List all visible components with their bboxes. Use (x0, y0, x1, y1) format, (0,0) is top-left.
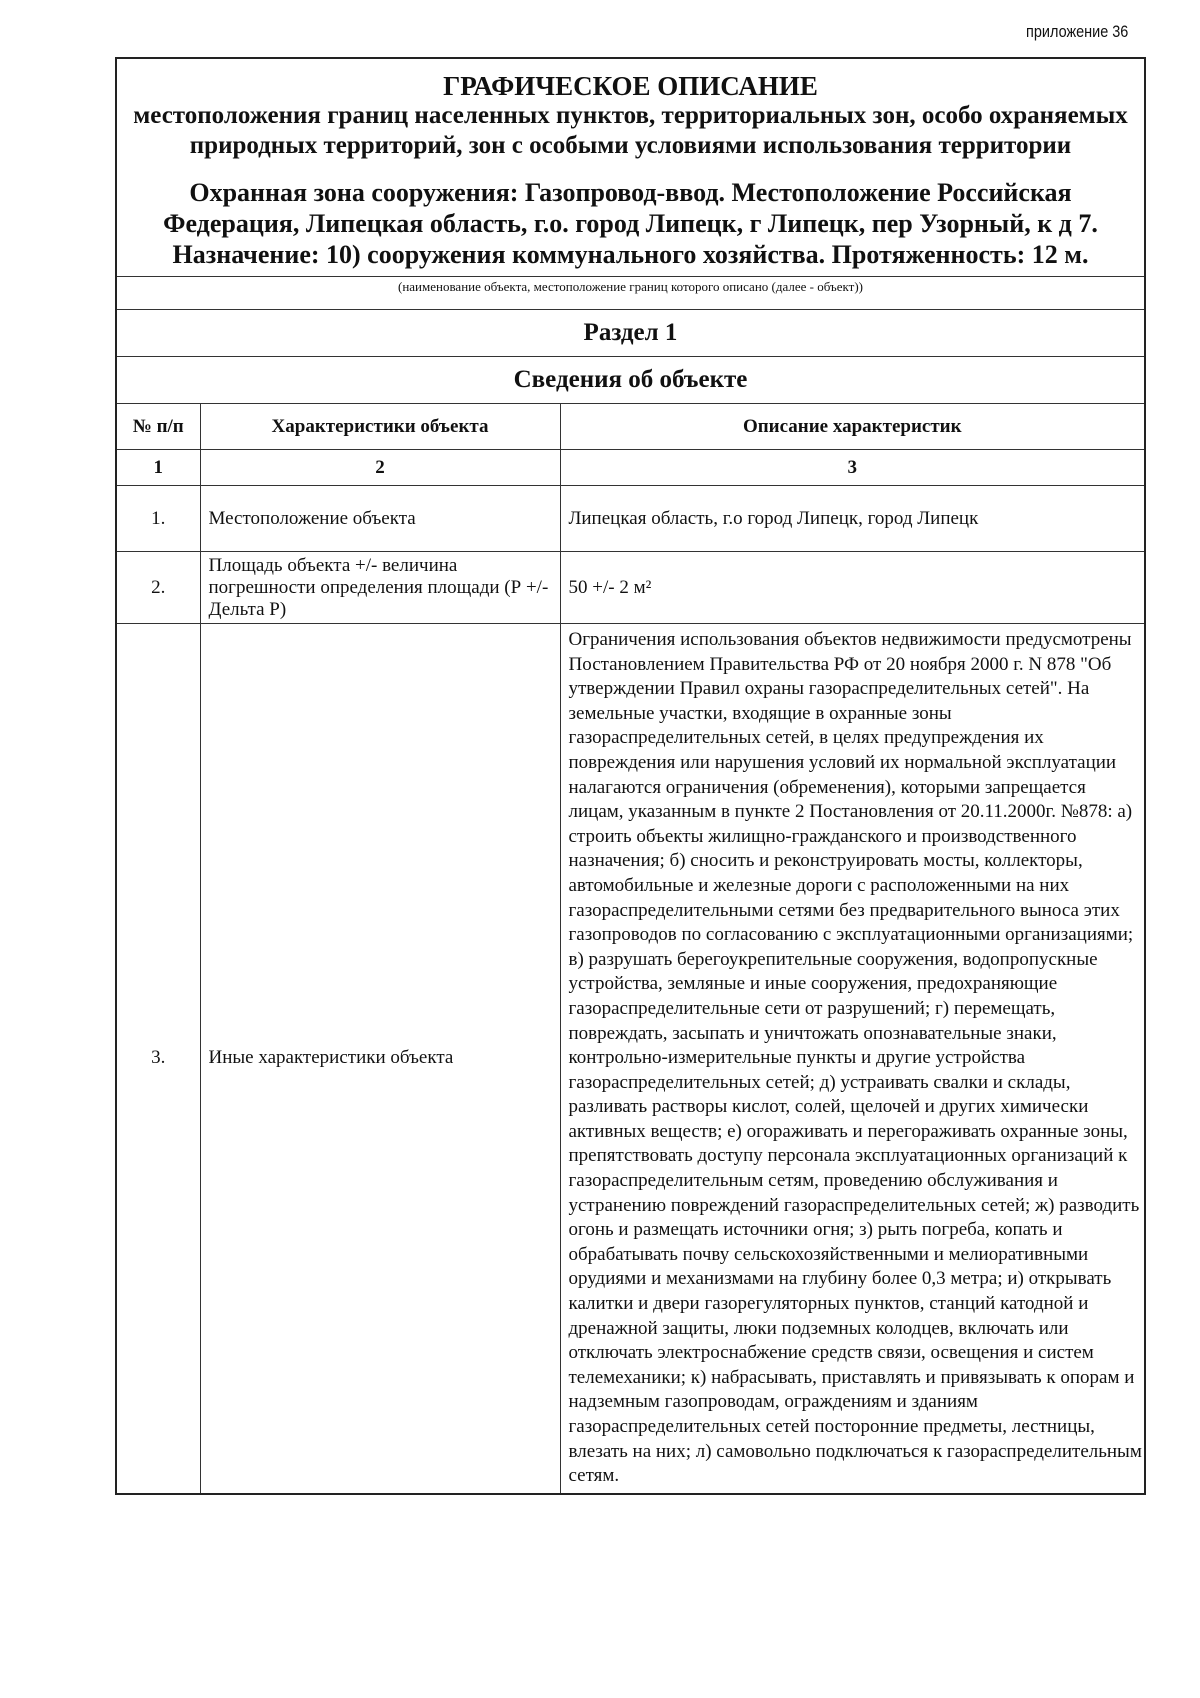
row-characteristic: Иные характеристики объекта (200, 624, 560, 1493)
column-number-row (117, 450, 1144, 486)
column-number: 1 (117, 450, 200, 486)
object-caption: (наименование объекта, местоположение границ которого описано (далее - объект)) (117, 276, 1144, 310)
row-description: Липецкая область, г.о город Липецк, город Липецк (560, 486, 1144, 552)
row-description: Ограничения использования объектов недвижимости предусмотрены Постановлением Правительства РФ от 20 ноября 2000 г. N 878 "Об утверждении Правил охраны газораспределительных сетей". На земельные участки, входящие в охранные зоны газораспределительных сетей, в целях предупреждения их повреждения или нарушения условий их нормальной эксплуатации налагаются ограничения (обременения), которыми запрещается лицам, указанным в пункте 2 Постановления от 20.11.2000г. №878: а) строить объекты жилищно-гражданского и производственного назначения; б) сносить и реконструировать мосты, коллекторы, автомобильные и железные дороги с расположенными на них газораспределительными сетями без предварительного выноса этих газопроводов по согласованию с эксплуатационными организациями; в) разрушать берегоукрепительные сооружения, водопропускные устройства, земляные и иные сооружения, предохраняющие газораспределительные сети от разрушений; г) перемещать, повреждать, засыпать и уничтожать опознавательные знаки, контрольно-измерительные пункты и другие устройства газораспределительных сетей; д) устраивать свалки и склады, разливать растворы кислот, солей, щелочей и других химически активных веществ; е) огораживать и перегораживать охранные зоны, препятствовать доступу персонала эксплуатационных организаций к газораспределительным сетям, проведению обслуживания и устранению повреждений газораспределительных сетей; ж) разводить огонь и размещать источники огня; з) рыть погреба, копать и обрабатывать почву сельскохозяйственными и мелиоративными орудиями и механизмами на глубину более 0,3 метра; и) открывать калитки и двери газорегуляторных пунктов, станций катодной и дренажной защиты, люки подземных колодцев, включать или отключать электроснабжение средств связи, освещения и систем телемеханики; к) набрасывать, приставлять и привязывать к опорам и надземным газопроводам, ограждениям и зданиям газораспределительных сетей посторонние предметы, лестницы, влезать на них; л) самовольно подключаться к газораспределительным сетям. (560, 624, 1144, 1493)
document-frame (115, 57, 1146, 1495)
table-header-row (117, 404, 1144, 450)
table-row (117, 552, 1144, 624)
document-header (117, 59, 1144, 276)
document-title: ГРАФИЧЕСКОЕ ОПИСАНИЕ (443, 71, 818, 101)
table-row (117, 624, 1144, 1493)
appendix-label: приложение 36 (1025, 22, 1128, 41)
header-cell-description: Описание характеристик (560, 404, 1144, 450)
document-subtitle: местоположения границ населенных пунктов, территориальных зон, особо охраняемых природных территорий, зон с особыми условиями использования территории (133, 102, 1128, 159)
row-characteristic: Площадь объекта +/- величина погрешности определения площади (Р +/- Дельта Р) (200, 552, 560, 624)
row-description: 50 +/- 2 м² (560, 552, 1144, 624)
object-name: Охранная зона сооружения: Газопровод-ввод. Местоположение Российская Федерация, Липецкая область, г.о. город Липецк, г Липецк, пер Узорный, к д 7. Назначение: 10) сооружения коммунального хозяйства. Протяженность: 12 м. (163, 178, 1098, 269)
section-label: Раздел 1 (117, 310, 1144, 357)
object-info-table (117, 404, 1144, 1493)
row-number: 1. (117, 486, 200, 552)
header-cell-characteristic: Характеристики объекта (200, 404, 560, 450)
row-characteristic: Местоположение объекта (200, 486, 560, 552)
table-row (117, 486, 1144, 552)
column-number: 3 (560, 450, 1144, 486)
header-cell-number: № п/п (117, 404, 200, 450)
column-number: 2 (200, 450, 560, 486)
row-number: 2. (117, 552, 200, 624)
section-title: Сведения об объекте (117, 357, 1144, 404)
row-number: 3. (117, 624, 200, 1493)
